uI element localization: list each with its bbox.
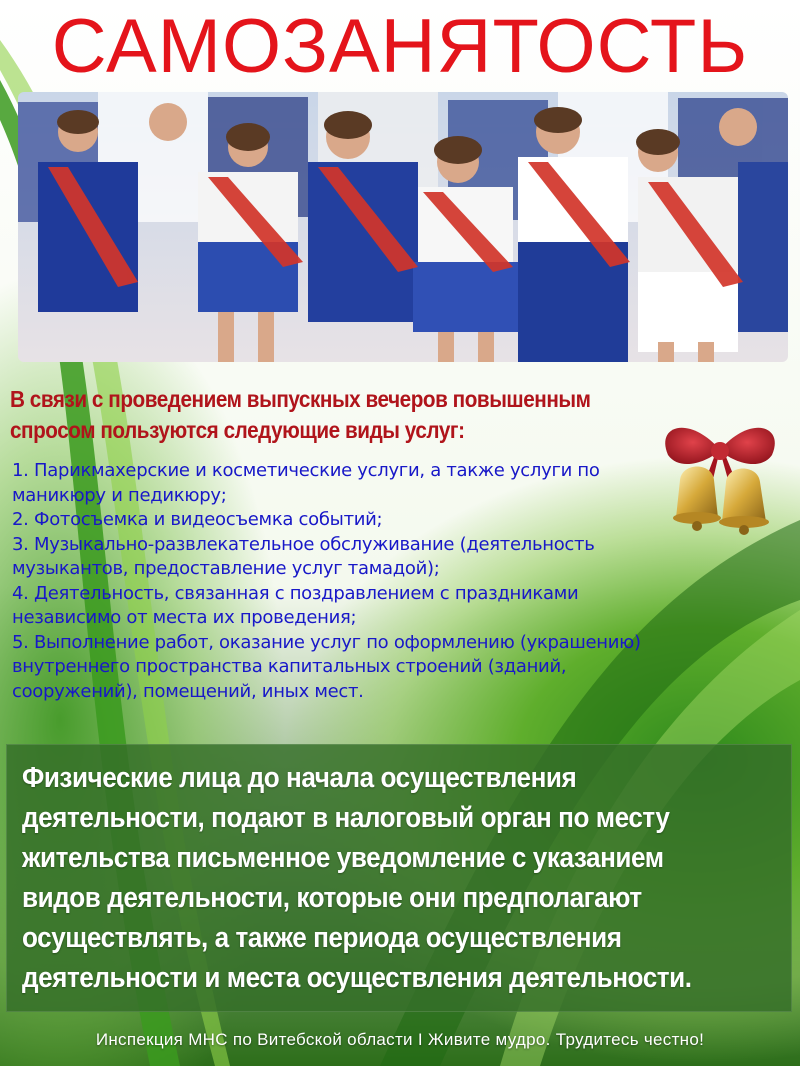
notice-line: жительства письменное уведомление с указанием bbox=[22, 842, 664, 874]
service-item-2: 2. Фотосъемка и видеосъемка событий; bbox=[12, 509, 383, 530]
intro-line-2: спросом пользуются следующие виды услуг: bbox=[10, 417, 465, 443]
poster-title: САМОЗАНЯТОСТЬ bbox=[51, 4, 749, 89]
notice-box bbox=[6, 744, 792, 1012]
notice-text bbox=[22, 758, 706, 998]
service-item-4: 4. Деятельность, связанная с поздравлением с праздниками независимо от места их проведения; bbox=[12, 582, 579, 628]
notice-line: Физические лица до начала осуществления bbox=[22, 762, 577, 794]
intro-line-1: В связи с проведением выпускных вечеров повышенным bbox=[10, 386, 591, 412]
service-item-5: 5. Выполнение работ, оказание услуг по оформлению (украшению) внутреннего пространства капитальных строений (зданий, сооружений), помещений, иных мест. bbox=[12, 631, 641, 702]
notice-line: деятельности и места осуществления деятельности. bbox=[22, 962, 692, 994]
service-item-3: 3. Музыкально-развлекательное обслуживание (деятельность музыкантов, предоставление услуг тамадой); bbox=[12, 533, 595, 579]
services-list bbox=[12, 459, 792, 704]
footer-text: Инспекция МНС по Витебской области I Живите мудро. Трудитесь честно! bbox=[95, 1030, 705, 1049]
notice-line: деятельности, подают в налоговый орган по месту bbox=[22, 802, 670, 834]
intro-text bbox=[10, 384, 712, 446]
graduates-photo bbox=[18, 92, 788, 362]
notice-line: видов деятельности, которые они предполагают bbox=[22, 882, 642, 914]
service-item-1: 1. Парикмахерские и косметические услуги, а также услуги по маникюру и педикюру; bbox=[12, 460, 600, 506]
notice-line: осуществлять, а также периода осуществления bbox=[22, 922, 622, 954]
